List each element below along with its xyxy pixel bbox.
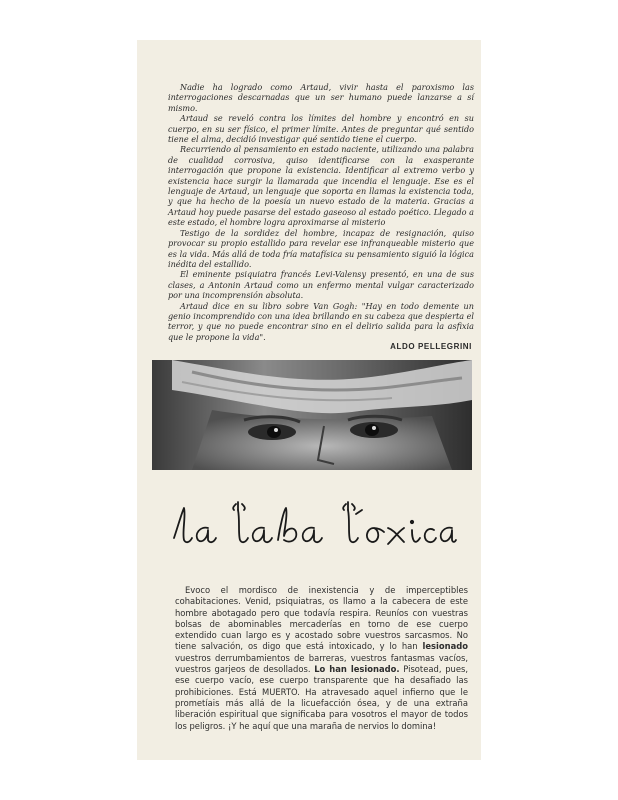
author-signature: ALDO PELLEGRINI bbox=[390, 342, 472, 351]
poem-title bbox=[168, 486, 458, 556]
poem-text-part: vuestros derrumbamientos de barreras, vuestros fantasmas vacíos, vuestros garjeos de desollados. bbox=[175, 652, 468, 675]
poem-paragraph bbox=[175, 585, 468, 732]
poem-bold-word: lesionado bbox=[422, 641, 468, 652]
article-text bbox=[168, 82, 474, 342]
artaud-portrait-photo bbox=[152, 360, 472, 470]
poem-text bbox=[175, 585, 468, 732]
poem-text-part: Evoco el mordisco de inexistencia y de imperceptibles cohabitaciones. Venid, psiquiatras, os llamo a la cabecera de este hombre abotagado pero que todavía respira. Reuníos con vuestras bolsas de abominables mercaderías en torno de ese cuerpo extendido cuan largo es y acostado sobre vuestros sarcasmos. No tiene salvación, os digo que está intoxicado, y lo han bbox=[175, 585, 468, 652]
poem-bold-phrase: Lo han lesionado. bbox=[314, 664, 400, 675]
handwritten-title-drawing bbox=[168, 486, 458, 556]
article-paragraph: Testigo de la sordidez del hombre, incapaz de resignación, quiso provocar su propio estallido para revelar ese infranqueable misterio que es la vida. Más allá de toda fría matafísica su pensamiento siguió la lógica inédita del estallido. bbox=[168, 227, 474, 269]
poem-text-part: Pisotead, pues, ese cuerpo vacío, ese cuerpo transparente que ha desafiado las prohibiciones. Está MUERTO. Ha atravesado aquel infierno que le prometíais más allá de la licuefacción ósea, y de una extraña liberación espiritual que significaba para vosotros el mayor de todos los peligros. ¡Y he aquí que una maraña de nervios lo domina! bbox=[175, 664, 468, 731]
article-paragraph: Recurriendo al pensamiento en estado naciente, utilizando una palabra de cualidad corrosiva, quiso identificarse con la exasperante interrogación que propone la existencia. Identificar al extremo verbo y existencia hace surgir la llamarada que incendia el lenguaje. Ese es el lenguaje de Artaud, un lenguaje que soporta en llamas la existencia toda, y que ha hecho de la poesía un nuevo estado de la materia. Gracias a Artaud hoy puede pasarse del estado gaseoso al estado poético. Llegado a este estado, el hombre logra aproximarse al misterio bbox=[168, 144, 474, 228]
article-paragraph: Artaud dice en su libro sobre Van Gogh: "Hay en todo demente un genio incomprendido con una idea brillando en su cabeza que despierta el terror, y que no puede encontrar sino en el delirio salida para la asfixia que le propone la vida". bbox=[168, 300, 474, 342]
article-paragraph: Nadie ha logrado como Artaud, vivir hasta el paroxismo las interrogaciones descarnadas que un ser humano puede lanzarse a sí mismo. bbox=[168, 82, 474, 113]
article-paragraph: El eminente psiquiatra francés Levi-Valensy presentó, en una de sus clases, a Antonin Artaud como un enfermo mental vulgar caracterizado por una incomprensión absoluta. bbox=[168, 269, 474, 301]
article-paragraph: Artaud se reveló contra los límites del hombre y encontró en su cuerpo, en su ser físico, el primer límite. Antes de preguntar qué sentido tiene el alma, decidió investigar qué sentido tiene el cuerpo. bbox=[168, 113, 474, 145]
